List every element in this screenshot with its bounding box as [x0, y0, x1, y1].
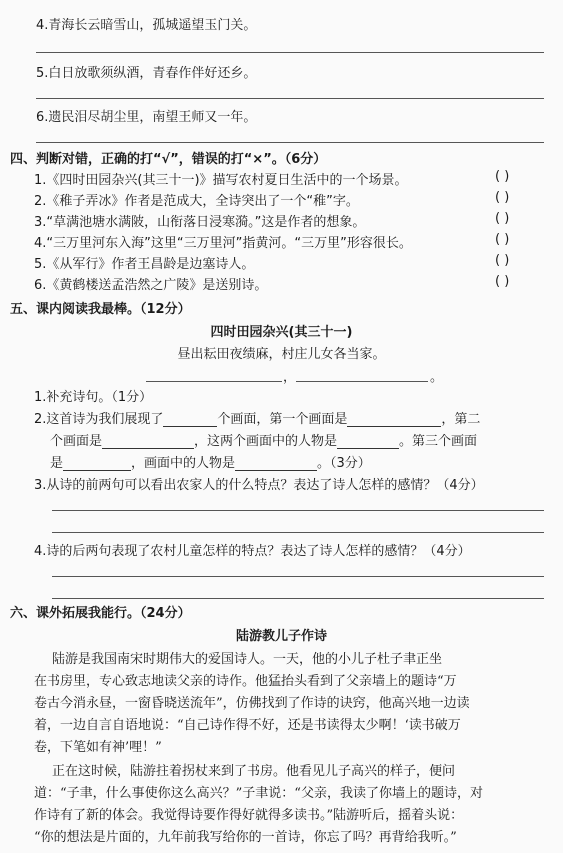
story-line-9: “你的想法是片面的，九年前我写给你的一首诗，你忘了吗？再背给我听。” — [34, 830, 457, 845]
q2-text-d: 个画面是 — [50, 434, 103, 449]
q1: 1.补充诗句。（1分） — [34, 390, 153, 405]
part3-item-6: 6.遗民泪尽胡尘里，南望王师又一年。 — [36, 110, 257, 125]
q2-text-c: ，第二 — [441, 412, 481, 427]
answer-line-6[interactable] — [36, 142, 544, 143]
answer-paren-1[interactable]: ( ) — [495, 169, 510, 184]
part4-item-4: 4.“三万里河东入海”这里“三万里河”指黄河。“三万里”形容很长。 — [34, 236, 412, 251]
story-line-1: 陆游是我国南宋时期伟大的爱国诗人。一天，他的小儿子杜子聿正坐 — [52, 652, 443, 667]
story-line-4: 着，一边自言自语地说：“自己诗作得不好，还是书读得太少啊！‘读书破万 — [34, 718, 461, 733]
answer-paren-6[interactable]: ( ) — [495, 274, 510, 289]
q2-text-b: 个画面，第一个画面是 — [217, 412, 348, 427]
story-title: 陆游教儿子作诗 — [235, 629, 327, 644]
part4-item-1: 1.《四时田园杂兴(其三十一)》描写农村夏日生活中的一个场景。 — [34, 173, 408, 188]
q3: 3.从诗的前两句可以看出农家人的什么特点？表达了诗人怎样的感情？（4分） — [34, 478, 484, 493]
q2-blank-people[interactable] — [337, 434, 399, 449]
story-line-7: 道：“子聿，什么事使你这么高兴？”子聿说：“父亲，我读了你墙上的题诗，对 — [34, 786, 483, 801]
part6-heading: 六、课外拓展我能行。（24分） — [10, 606, 191, 621]
answer-paren-2[interactable]: ( ) — [495, 190, 510, 205]
poem-line: 昼出耘田夜绩麻，村庄儿女各当家。 — [177, 347, 386, 362]
q2-blank-count[interactable] — [163, 412, 217, 427]
poem-period: 。 — [430, 370, 444, 385]
poem-title: 四时田园杂兴(其三十一) — [210, 325, 353, 340]
story-line-2: 在书房里，专心致志地读父亲的诗作。他猛抬头看到了父亲墙上的题诗“万 — [34, 674, 457, 689]
q2-text-a: 2.这首诗为我们展现了 — [34, 412, 164, 427]
story-line-3: 卷古今消永昼，一窗昏晓送流年”，仿佛找到了作诗的诀窍，他高兴地一边读 — [34, 696, 470, 711]
q2-blank-people3[interactable] — [235, 456, 317, 471]
q2-text-i: 。（3分） — [317, 456, 371, 471]
part3-item-5: 5.白日放歌须纵酒，青春作伴好还乡。 — [36, 66, 257, 81]
q4-answer-line-2[interactable] — [52, 598, 544, 599]
q2-line-2 — [50, 430, 477, 449]
q2-text-h: ，画面中的人物是 — [131, 456, 236, 471]
story-line-5: 卷，下笔如有神’哩！” — [34, 740, 162, 755]
q4: 4.诗的后两句表现了农村儿童怎样的特点？表达了诗人怎样的感情？（4分） — [34, 544, 471, 559]
q2-text-g: 是 — [50, 456, 64, 471]
part4-item-6: 6.《黄鹤楼送孟浩然之广陵》是送别诗。 — [34, 278, 268, 293]
part4-item-3: 3.“草满池塘水满陂，山衔落日浸寒漪。”这是作者的想象。 — [34, 215, 366, 230]
q3-answer-line-2[interactable] — [52, 532, 544, 533]
poem-blank-2[interactable] — [296, 381, 428, 382]
q2-text-f: 。第三个画面 — [399, 434, 478, 449]
part5-heading: 五、课内阅读我最棒。（12分） — [10, 302, 191, 317]
q2-blank-scene1[interactable] — [347, 412, 441, 427]
part4-heading: 四、判断对错，正确的打“√”，错误的打“×”。（6分） — [10, 152, 327, 167]
q2-line-1 — [34, 408, 480, 427]
part4-item-2: 2.《稚子弄冰》作者是范成大，全诗突出了一个“稚”字。 — [34, 194, 359, 209]
story-line-6: 正在这时候，陆游拄着拐杖来到了书房。他看见儿子高兴的样子，便问 — [52, 764, 456, 779]
q3-answer-line-1[interactable] — [52, 510, 544, 511]
answer-paren-4[interactable]: ( ) — [495, 232, 510, 247]
answer-line-4[interactable] — [36, 52, 544, 53]
part4-item-5: 5.《从军行》作者王昌龄是边塞诗人。 — [34, 257, 255, 272]
q2-blank-scene3[interactable] — [63, 456, 131, 471]
part3-item-4: 4.青海长云暗雪山，孤城遥望玉门关。 — [36, 18, 257, 33]
answer-paren-3[interactable]: ( ) — [495, 211, 510, 226]
q2-blank-scene2[interactable] — [102, 434, 194, 449]
poem-comma: ， — [283, 370, 297, 385]
q4-answer-line-1[interactable] — [52, 576, 544, 577]
q2-text-e: ，这两个画面中的人物是 — [194, 434, 338, 449]
answer-paren-5[interactable]: ( ) — [495, 253, 510, 268]
poem-blank-1[interactable] — [146, 381, 282, 382]
story-line-8: 作诗有了新的体会。我觉得诗要作得好就得多读书。”陆游听后，摇着头说： — [34, 808, 464, 823]
q2-line-3 — [50, 452, 371, 471]
answer-line-5[interactable] — [36, 98, 544, 99]
